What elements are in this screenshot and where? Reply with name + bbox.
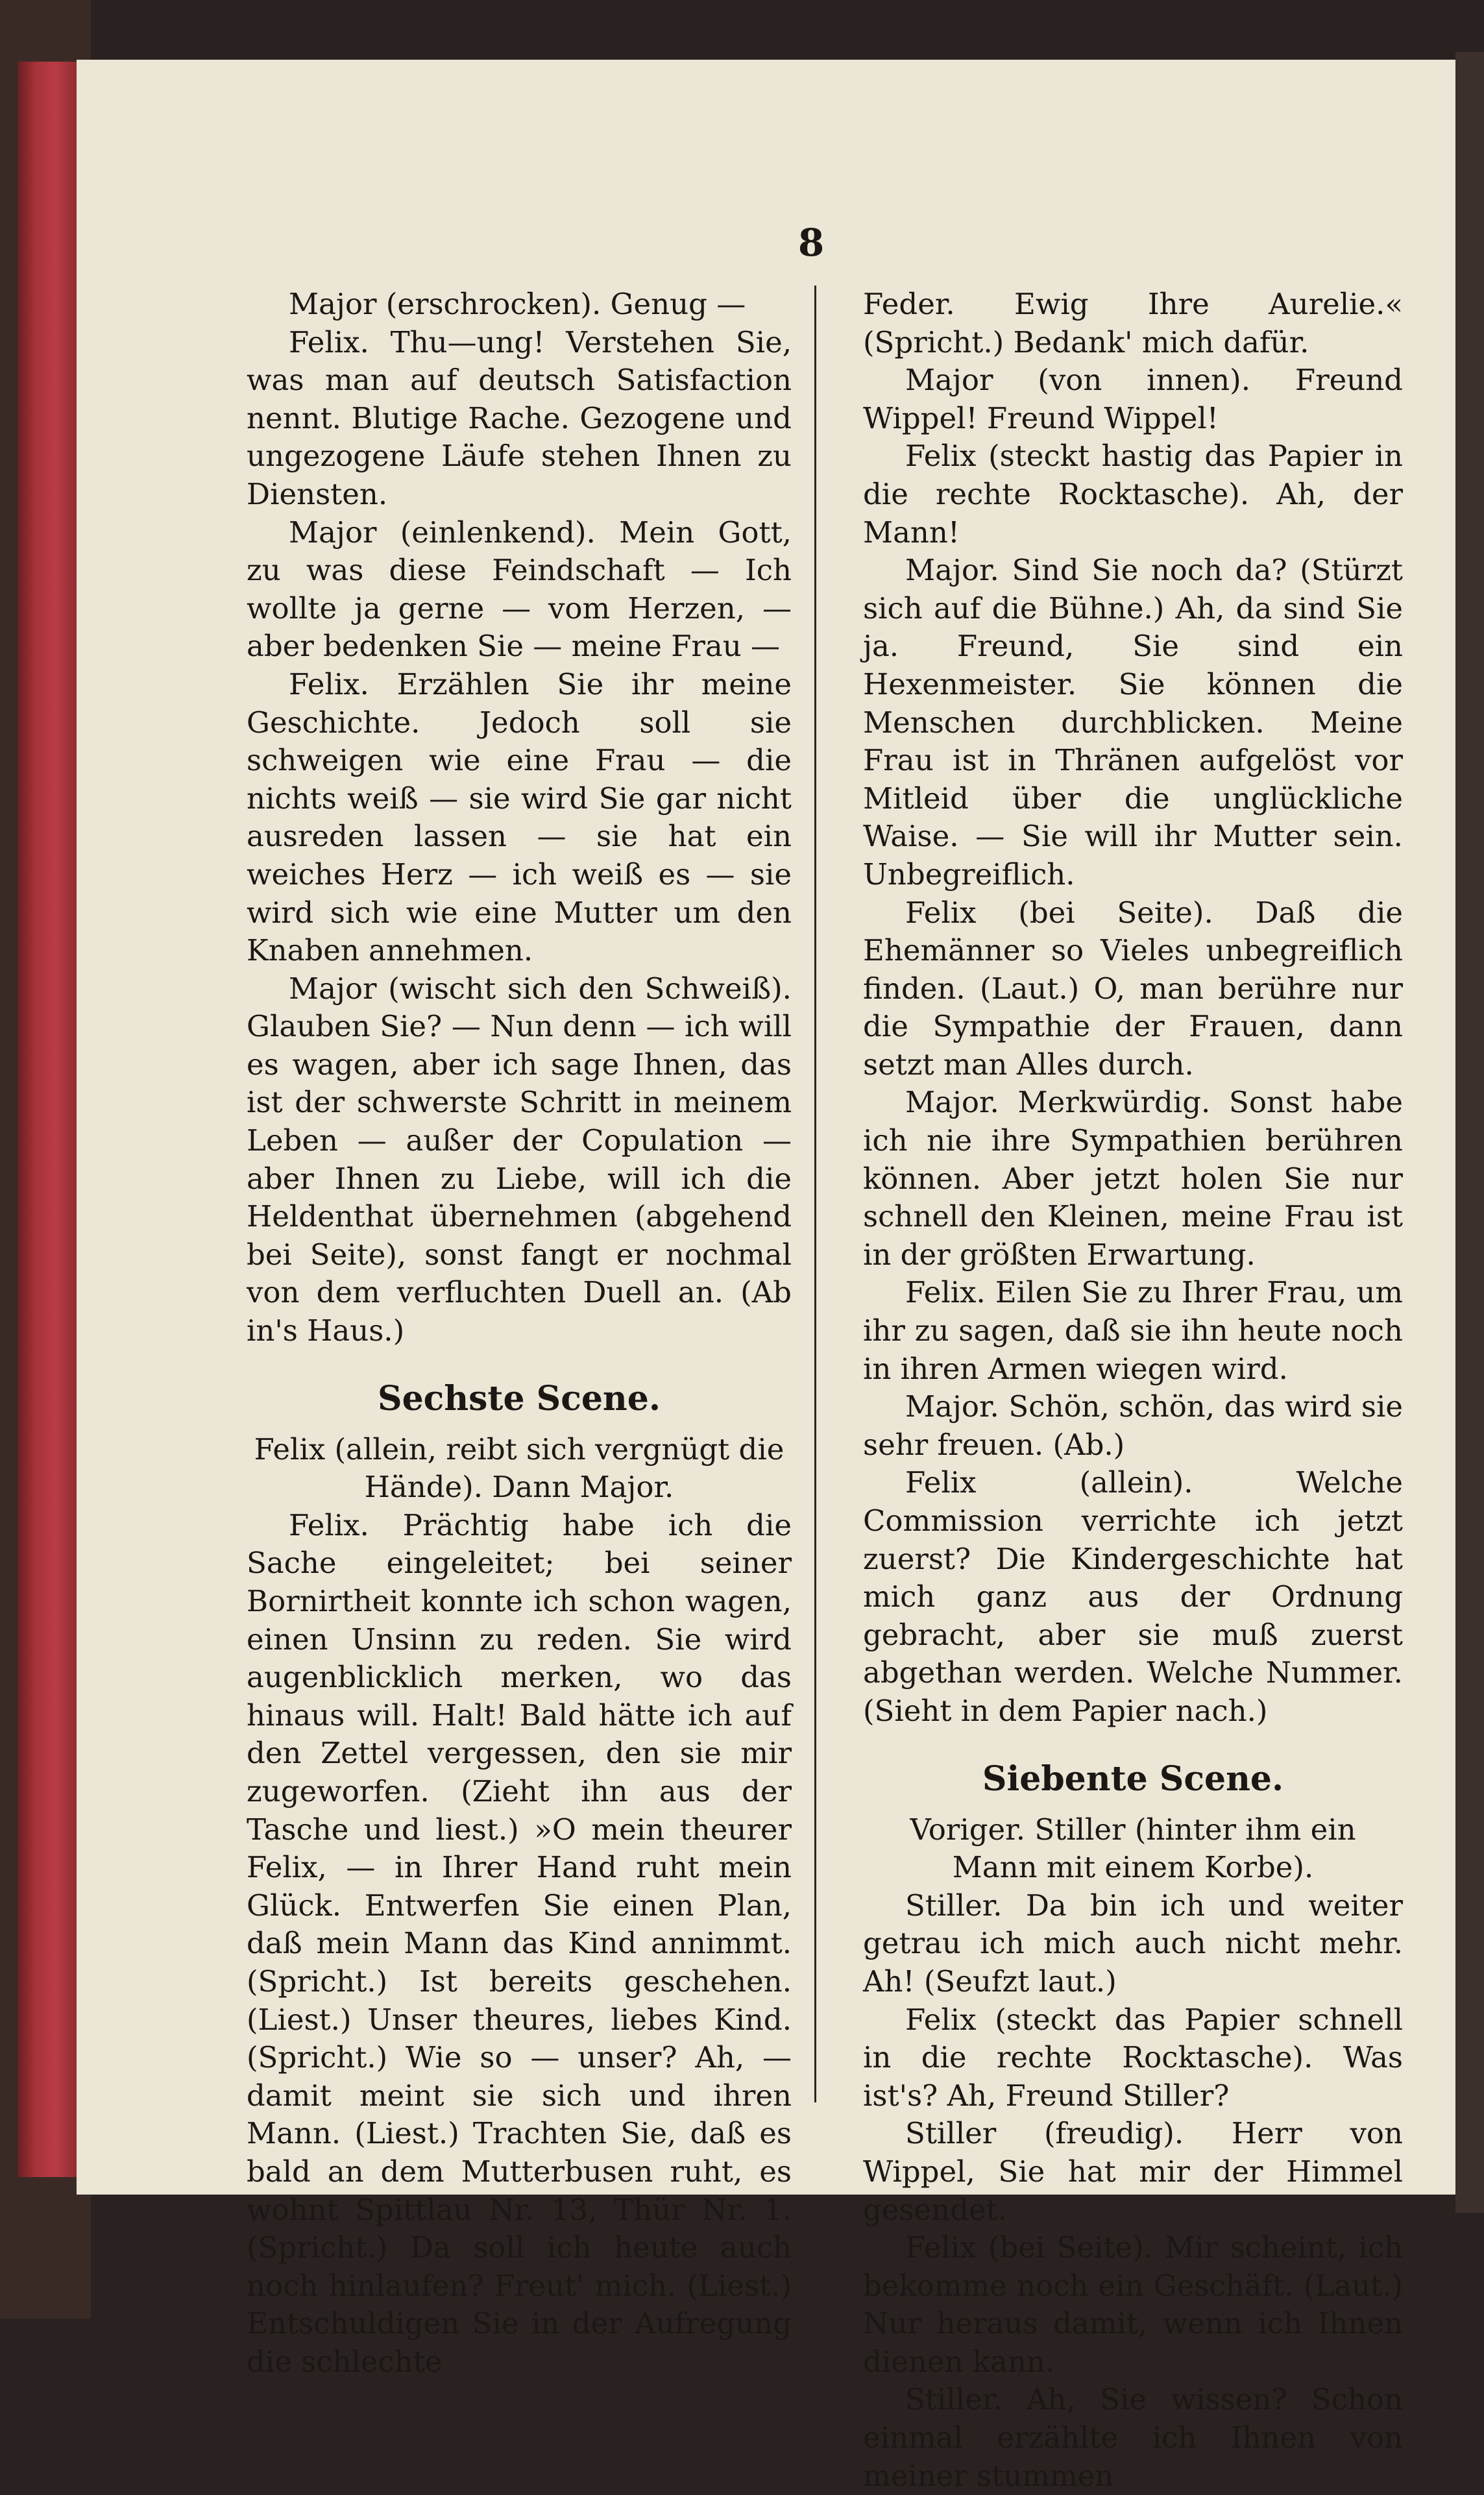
right-text-column [863, 286, 1403, 2495]
scene-heading: Sechste Scene. [378, 1378, 661, 1418]
book-red-page-edges [18, 62, 80, 2177]
dialogue-paragraph: Felix. Eilen Sie zu Ihrer Frau, um ihr zu sagen, daß sie ihn heute noch in ihren Armen wiegen wird. [863, 1275, 1403, 1386]
book-gutter-shadow [1455, 52, 1484, 2213]
dialogue-paragraph: Major (von innen). Freund Wippel! Freund Wippel! [863, 363, 1403, 435]
scene-heading: Siebente Scene. [982, 1759, 1284, 1799]
left-text-column [247, 286, 792, 2381]
dialogue-paragraph: Major (wischt sich den Schweiß). Glauben Sie? — Nun denn — ich will es wagen, aber ich sage Ihnen, das ist der schwerste Schritt in meinem Leben — außer der Copulation — aber Ihnen zu Liebe, will ich die Heldenthat übernehmen (abgehend bei Seite), sonst fangt er nochmal von dem verfluchten Duell an. (Ab in's Haus.) [247, 971, 792, 1348]
dialogue-paragraph: Felix (allein). Welche Commission verrichte ich jetzt zuerst? Die Kindergeschichte hat mich ganz aus der Ordnung gebracht, aber sie muß zuerst abgethan werden. Welche Nummer. (Sieht in dem Papier nach.) [863, 1465, 1403, 1728]
dialogue-paragraph: Major. Schön, schön, das wird sie sehr freuen. (Ab.) [863, 1389, 1403, 1462]
dialogue-paragraph: Stiller. Da bin ich und weiter getrau ich mich auch nicht mehr. Ah! (Seufzt laut.) [863, 1888, 1403, 1999]
dialogue-paragraph: Felix. Thu—ung! Verstehen Sie, was man auf deutsch Satisfaction nennt. Blutige Rache. Gezogene und ungezogene Läufe stehen Ihnen zu Diensten. [247, 324, 792, 511]
dialogue-paragraph: Felix (steckt das Papier schnell in die rechte Rocktasche). Was ist's? Ah, Freund Stiller? [863, 2002, 1403, 2113]
column-divider [814, 286, 816, 2102]
dialogue-paragraph: Major (erschrocken). Genug — [289, 287, 746, 321]
stage-direction: Voriger. Stiller (hinter ihm ein Mann mit einem Korbe). [910, 1812, 1356, 1885]
dialogue-paragraph: Stiller. Ah, Sie wissen? Schon einmal erzählte ich Ihnen von meiner stummen [863, 2382, 1403, 2493]
dialogue-paragraph: Major. Merkwürdig. Sonst habe ich nie ihre Sympathien berühren können. Aber jetzt holen Sie nur schnell den Kleinen, meine Frau ist in der größten Erwartung. [863, 1085, 1403, 1272]
dialogue-paragraph: Stiller (freudig). Herr von Wippel, Sie hat mir der Himmel gesendet. [863, 2116, 1403, 2227]
dialogue-paragraph: Felix. Erzählen Sie ihr meine Geschichte. Jedoch soll sie schweigen wie eine Frau — die nichts weiß — sie wird Sie gar nicht ausreden lassen — sie hat ein weiches Herz — ich weiß es — sie wird sich wie eine Mutter um den Knaben annehmen. [247, 666, 792, 968]
dialogue-paragraph: Felix (steckt hastig das Papier in die rechte Rocktasche). Ah, der Mann! [863, 439, 1403, 550]
text-paragraph: Feder. Ewig Ihre Aurelie.« (Spricht.) Bedank' mich dafür. [863, 287, 1403, 359]
dialogue-paragraph: Felix. Prächtig habe ich die Sache eingeleitet; bei seiner Bornirtheit konnte ich schon wagen, einen Unsinn zu reden. Sie wird augenblicklich merken, wo das hinaus will. Halt! Bald hätte ich auf den Zettel vergessen, den sie mir zugeworfen. (Zieht ihn aus der Tasche und liest.) »O mein theurer Felix, — in Ihrer Hand ruht mein Glück. Entwerfen Sie einen Plan, daß mein Mann das Kind annimmt. (Spricht.) Ist bereits geschehen. (Liest.) Unser theures, liebes Kind. (Spricht.) Wie so — unser? Ah, — damit meint sie sich und ihren Mann. (Liest.) Trachten Sie, daß es bald an dem Mutterbusen ruht, es wohnt Spittlau Nr. 13, Thür Nr. 1. (Spricht.) Da soll ich heute auch noch hinlaufen? Freut' mich. (Liest.) Entschuldigen Sie in der Aufregung die schlechte [247, 1507, 792, 2379]
dialogue-paragraph: Felix (bei Seite). Daß die Ehemänner so Vieles unbegreiflich finden. (Laut.) O, man berühre nur die Sympathie der Frauen, dann setzt man Alles durch. [863, 895, 1403, 1082]
dialogue-paragraph: Felix (bei Seite). Mir scheint, ich bekomme noch ein Geschäft. (Laut.) Nur heraus damit, wenn ich Ihnen dienen kann. [863, 2230, 1403, 2379]
stage-direction: Felix (allein, reibt sich vergnügt die Hände). Dann Major. [254, 1431, 785, 1505]
dialogue-paragraph: Major (einlenkend). Mein Gott, zu was diese Feindschaft — Ich wollte ja gerne — vom Herzen, — aber bedenken Sie — meine Frau — [247, 515, 792, 664]
page-number: 8 [797, 221, 825, 265]
dialogue-paragraph: Major. Sind Sie noch da? (Stürzt sich auf die Bühne.) Ah, da sind Sie ja. Freund, Sie sind ein Hexenmeister. Sie können die Menschen durchblicken. Meine Frau ist in Thränen aufgelöst vor Mitleid über die unglückliche Waise. — Sie will ihr Mutter sein. Unbegreiflich. [863, 553, 1403, 892]
